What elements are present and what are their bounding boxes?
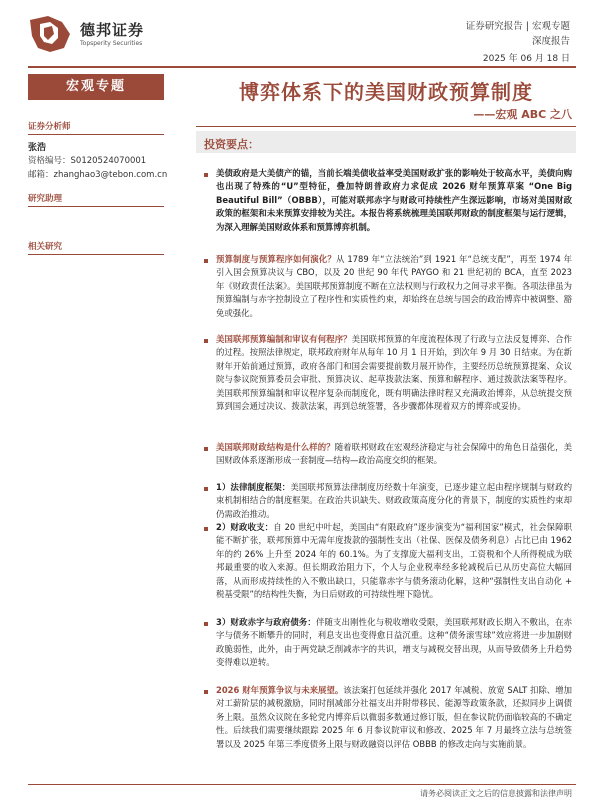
bullet-marker (204, 339, 208, 343)
certificate-label: 资格编号： (28, 156, 71, 166)
footer-disclaimer: 请务必阅读正文之后的信息披露和法律声明 (420, 789, 572, 798)
certificate-line (28, 154, 146, 166)
summary-paragraph-4 (216, 441, 572, 468)
paragraph-6-text: 自 20 世纪中叶起，美国由“有限政府”逐步演变为“福利国家”模式，社会保障职能不断扩张，联邦预算中无需年度拨款的强制性支出（社保、医保及债务利息）占比已由 1962 年的约 26% 上升至 2024 年的 60.1%。为了支撑庞大福利支出，工资税和个人所得税成为联邦最重要的收入来源。但长期政治阻力下，个人与企业税率经多轮减税后已从历史高位大幅回落，从而形成持续性的入不敷出缺口，只能靠赤字与债务滚动化解，这种“强制性支出自动化 + 税基受限”的结构性失衡，为日后财政的可持续性埋下隐忧。 (216, 522, 572, 600)
company-logo (28, 14, 72, 54)
report-type: 证券研究报告 | 宏观专题 (465, 21, 570, 32)
related-section-label: 相关研究 (28, 242, 63, 252)
bullet-marker (204, 527, 208, 531)
summary-paragraph-6 (216, 521, 572, 601)
category-tag: 宏观专题 (28, 74, 164, 100)
bullet-marker (204, 447, 208, 451)
paragraph-2-lead: 预算制度与预算程序如何演化？ (216, 254, 336, 264)
bullet-marker (204, 173, 208, 177)
report-subtitle: ——宏观 ABC 之八 (473, 108, 572, 121)
title-divider (196, 126, 576, 127)
paragraph-1-text: 美债政府是大美债产的锚，当前长端美债收益率受美国财政扩张的影响处于较高水平，美债向购也出现了特殊的“U”型特征，叠加特朗普政府力求促成 2026 财年预算草案 “One Big Beautiful Bill”（OBBB），可能对联邦赤字与财政可持续性产生深远影响，市场对美国财政政策的框架和未来预算安排较为关注。本报告将系统梳理美国联邦财政的制度框架与运行逻辑，为深入理解美国财政体系和预算博弈机制。 (216, 168, 572, 232)
related-section-divider (28, 254, 164, 255)
email-address[interactable]: zhanghao3@tebon.com.cn (53, 170, 168, 180)
report-date: 2025 年 06 月 18 日 (482, 54, 570, 64)
brand-name: 德邦证券 (80, 21, 145, 39)
paragraph-7-lead: 3）财政赤字与政府债务： (216, 617, 316, 627)
email-label: 邮箱： (28, 170, 54, 180)
summary-heading: 投资要点： (204, 138, 259, 151)
email-line (28, 168, 167, 180)
header-divider (28, 66, 576, 68)
paragraph-4-lead: 美国联邦财政结构是什么样的？ (216, 442, 335, 452)
paragraph-2-text: 从 1789 年“立法统治”到 1921 年“总统支配”，再至 1974 年引入国会预算决议与 CBO，以及 20 世纪 90 年代 PAYGO 和 21 世纪初的 BCA，直至 2023 年《财政责任法案》。美国联邦预算制度不断在立法权则与行政权力之间寻求平衡。各项法律虽为预算编制与赤字控制设立了程序性和实质性约束，却始终在总统与国会的政治博弈中被调整、豁免或强化。 (216, 254, 572, 318)
assistant-section-divider (28, 206, 164, 207)
summary-paragraph-1 (216, 167, 572, 234)
paragraph-3-text: 美国联邦预算的年度流程体现了行政与立法反复博弈、合作的过程。按照法律规定，联邦政府财年从每年 10 月 1 日开始，到次年 9 月 30 日结束。为在新财年开始前通过预算，政府各部门和国会需要提前数月展开协作，主要经历总统预算提案、众议院与参议院预算委员会审批、预算决议、起草拨款法案、预算和解程序、通过拨款法案等程序。美国联邦预算编制和审议程序复杂而制度化，既有明确法律时程又充满政治博弈，从总统提交预算到国会通过决议、拨款法案，再到总统签署，各步骤都体现着双方的博弈或妥协。 (216, 334, 573, 412)
paragraph-3-lead: 美国联邦预算编制和审议有何程序？ (216, 334, 352, 344)
summary-paragraph-2 (216, 253, 572, 320)
brand-english-name: Topsperity Securities (80, 40, 143, 47)
paragraph-7-text: 伴随支出刚性化与税收增收受限，美国联邦财政长期入不敷出，在赤字与债务不断攀升的同时，利息支出也变得愈日益沉重。这种“债务滚雪球”效应将进一步加剧财政脆弱性，此外，由于两党缺乏削减赤字的共识，增支与减税交替出现，从而导致债务上升趋势变得难以逆转。 (216, 617, 573, 668)
paragraph-8-text: 该法案打包延续并强化 2017 年减税、放宽 SALT 扣除、增加对工薪阶层的减税激励，同时削减部分社福支出并附带移民、能源等政策条款，还拟同步上调债务上限。虽然众议院在多轮党内博弈后以微弱多数通过修订版，但在参议院仍面临较高的不确定性。后续我们需要继续跟踪 2025 年 6 月参议院审议和修改、2025 年 7 月最终立法与总统签署以及 2025 年第三季度债务上限与财政融资以评估 OBBB 的修改走向与实施前景。 (216, 685, 572, 749)
certificate-number: S0120524070001 (70, 156, 147, 166)
bullet-marker (204, 690, 208, 694)
bullet-marker (204, 487, 208, 491)
paragraph-8-lead: 2026 财年预算争议与未来展望。 (216, 685, 344, 695)
paragraph-6-lead: 2）财政收支： (216, 522, 274, 532)
report-subtype: 深度报告 (531, 36, 570, 47)
analyst-section-divider (28, 134, 164, 135)
paragraph-5-lead: 1）法律制度框架： (216, 482, 291, 492)
footer-divider (28, 784, 576, 785)
paragraph-5-text: 美国联邦预算法律制度历经数十年演变，已逐步建立起由程序规制与财政约束机制相结合的制度框架。在政治共识缺失、财政政策高度分化的背景下，制度的实质性约束却仍需政治推动。 (216, 482, 573, 519)
report-title: 博弈体系下的美国财政预算制度 (239, 80, 533, 104)
bullet-marker (204, 259, 208, 263)
assistant-section-label: 研究助理 (28, 194, 63, 204)
summary-paragraph-5 (216, 481, 572, 521)
analyst-section-label: 证券分析师 (28, 122, 71, 132)
paragraph-4-text: 随着联邦财政在宏观经济稳定与社会保障中的角色日益强化，美国财政体系逐渐形成一套制度—结构—政治高度交织的框架。 (216, 442, 572, 466)
summary-paragraph-8 (216, 684, 572, 751)
bullet-marker (204, 622, 208, 626)
summary-paragraph-7 (216, 616, 572, 670)
analyst-name: 张浩 (28, 143, 47, 153)
summary-paragraph-3 (216, 333, 572, 413)
